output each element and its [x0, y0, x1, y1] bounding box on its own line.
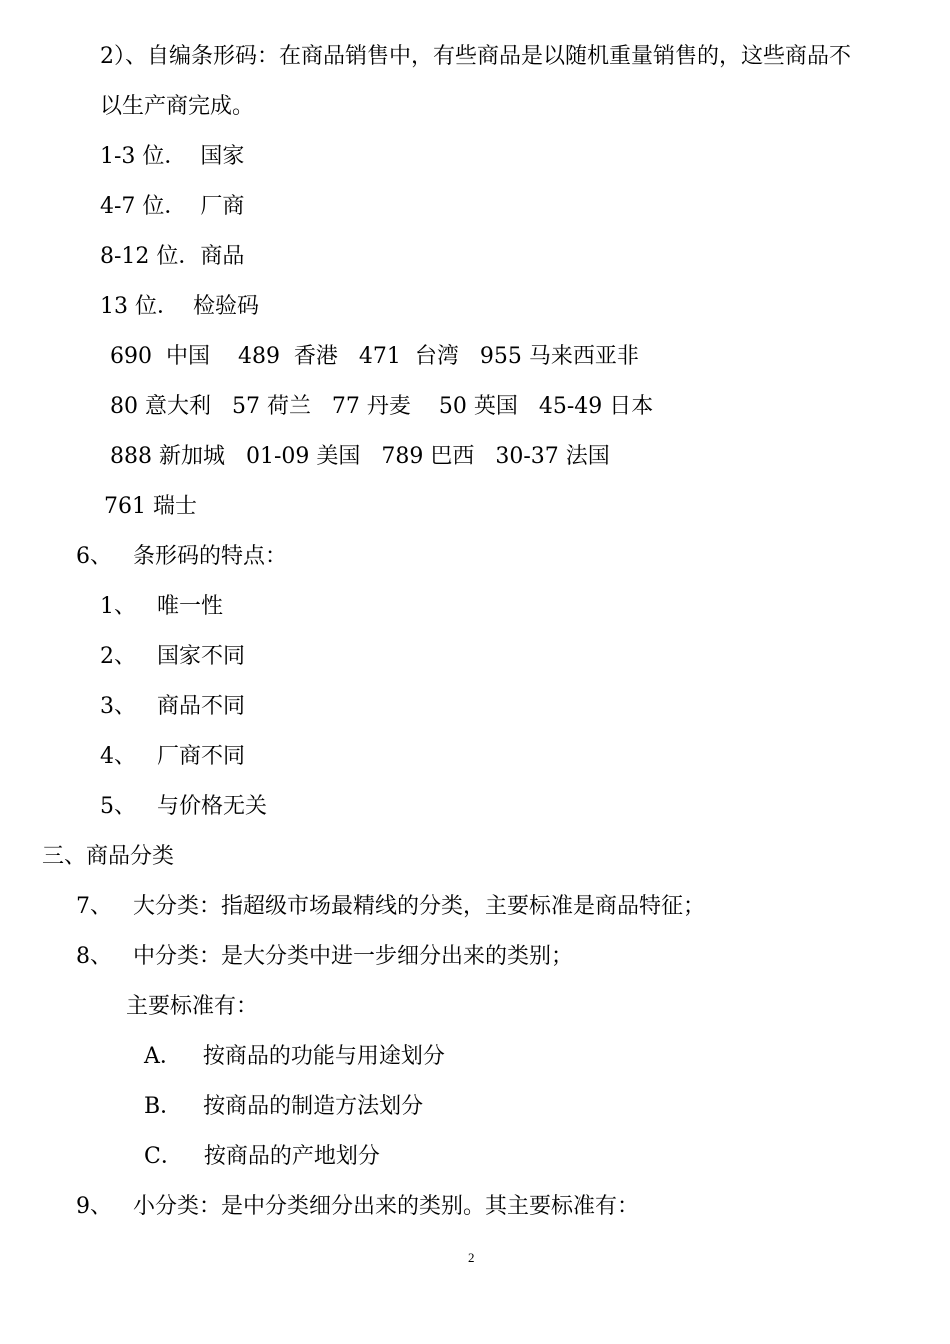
- text-line-digits-country: 1-3 位． 国家: [100, 144, 245, 169]
- text-line-digits-manufacturer: 4-7 位． 厂商: [100, 194, 245, 219]
- list-heading-barcode-features: 6、 条形码的特点：: [76, 544, 287, 569]
- list-item-middle-category: 8、 中分类：是大分类中进一步细分出来的类别；: [76, 944, 573, 969]
- text-line-country-codes-1: 690 中国 489 香港 471 台湾 955 马来西亚非: [110, 344, 639, 369]
- list-item-major-category: 7、 大分类：指超级市场最精线的分类，主要标准是商品特征；: [76, 894, 705, 919]
- list-item-criteria-b: B． 按商品的制造方法划分: [144, 1094, 424, 1119]
- list-item-feature-1: 1、 唯一性: [100, 594, 223, 619]
- text-line-digits-checksum: 13 位． 检验码: [100, 294, 259, 319]
- text-line-digits-product: 8-12 位．商品: [100, 244, 245, 269]
- list-item-criteria-a: A． 按商品的功能与用途划分: [144, 1044, 445, 1069]
- page-number: 2: [468, 1250, 475, 1265]
- list-item-feature-5: 5、 与价格无关: [100, 794, 267, 819]
- text-line-main-criteria: 主要标准有：: [126, 994, 259, 1019]
- text-line-country-codes-2: 80 意大利 57 荷兰 77 丹麦 50 英国 45-49 日本: [110, 394, 654, 419]
- section-heading-product-classification: 三、商品分类: [42, 844, 175, 869]
- text-line-country-codes-3: 888 新加城 01-09 美国 789 巴西 30-37 法国: [110, 444, 610, 469]
- list-item-feature-4: 4、 厂商不同: [100, 744, 245, 769]
- text-line-country-codes-4: 761 瑞士: [104, 494, 197, 519]
- list-item-feature-2: 2、 国家不同: [100, 644, 245, 669]
- text-line-self-coded-barcode: 2）、自编条形码：在商品销售中，有些商品是以随机重量销售的，这些商品不: [100, 44, 851, 69]
- list-item-feature-3: 3、 商品不同: [100, 694, 245, 719]
- list-item-criteria-c: C． 按商品的产地划分: [144, 1144, 380, 1169]
- list-item-minor-category: 9、 小分类：是中分类细分出来的类别。其主要标准有：: [76, 1194, 639, 1219]
- text-line-continuation: 以生产商完成。: [100, 94, 255, 119]
